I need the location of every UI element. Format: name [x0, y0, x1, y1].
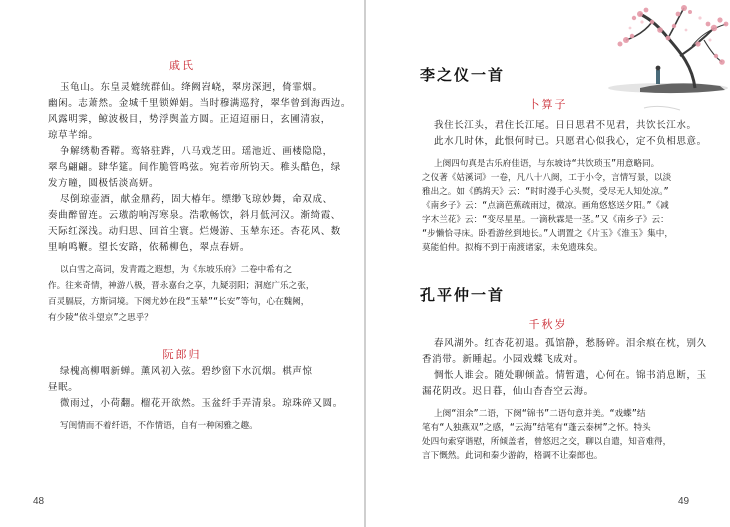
note-line: 上阕“泪余”二语，下阕“锦书”二语句意并美。“戏蝶”结	[434, 409, 646, 419]
poem-line: 幽闲。志萧然。金城千里锁婵娟。当时穆满巡狩，翠华曾到海西边。	[48, 98, 352, 109]
poem-line: 争解绣勒香鞯。鸾辂驻跸，八马戏芝田。瑶池近、画楼隐隐，	[60, 146, 333, 157]
poem-line: 惆怅人谁会。随处聊倾盖。情暂遣，心何在。锦书消息断，玉	[434, 370, 707, 381]
poem-line: 微雨过，小荷翻。榴花开欲然。玉盆纤手弄清泉。琼珠碎又圆。	[60, 398, 343, 409]
right-heading-2: 孔平仲一首	[420, 286, 506, 304]
left-section1-title: 戚氏	[169, 59, 195, 72]
note-line: 以白雪之高词，发青霞之遐想，为《东坡乐府》二卷中希有之	[60, 265, 293, 275]
note-line: 处四句索穿谐慰，所倾盖者，曾悠迟之交，聊以自遣，知音难得，	[422, 437, 672, 447]
note-line: 作。往来奇情，神游八极，晋永嘉台之享，九疑羽阳；洞庭广乐之张，	[48, 281, 315, 291]
note-line: 笔有“人独燕双”之感，“云海”结笔有“蓬云泰树”之怀。特头	[422, 423, 651, 433]
poem-line: 春风湖外。红杏花初退。孤馆静，愁肠碎。泪余痕在枕，别久	[434, 338, 707, 349]
note-line: 《南乡子》云：“点滴芭蕉疏雨过，微凉。画角悠悠送夕阳。”《减	[422, 201, 669, 211]
poem-line: 琼草芊绵。	[48, 130, 99, 141]
note-line: 莫能伯仲。拟梅不到于南渡诸家，未免遗珠矣。	[422, 243, 603, 253]
right-section1-title: 卜算子	[528, 98, 568, 111]
poem-line: 香消带。新睡起。小园戏蝶飞成对。	[422, 354, 584, 365]
right-section2-title: 千秋岁	[528, 318, 568, 331]
poem-line: 玉龟山。东皇灵媲统群仙。绛阙岧峣，翠房深迥，倚霏烟。	[60, 82, 323, 93]
note-line: 言下慨然。此词和秦少游韵，格调不让秦郎也。	[422, 451, 603, 461]
page-number-left: 48	[33, 496, 45, 507]
poem-line: 天际红深浅。动归思、回首尘寰。烂熳游、玉辇东还。杏花风、数	[48, 226, 341, 237]
left-section2-title: 阮郎归	[162, 348, 202, 361]
note-line: 写闺情而不着纤语，不作情语，自有一种闲雅之趣。	[60, 421, 258, 431]
note-line: 雅出之。如《鹧鸪天》云：“时时漫手心头熨，受尽无人知处凉。”	[422, 187, 669, 197]
poem-line: 发方瞳，圆极恬淡高妍。	[48, 178, 160, 189]
right-page	[366, 0, 730, 527]
poem-line: 尽倒琼壶酒，献金鼎药，固大椿年。缥缈飞琼妙舞，命双成、	[60, 194, 333, 205]
note-line: 有少陵“依斗望京”之思乎？	[48, 313, 153, 323]
right-heading-1: 李之仪一首	[420, 66, 506, 84]
poem-line: 我住长江头，君住长江尾。日日思君不见君，共饮长江水。	[434, 120, 697, 131]
page-number-right: 49	[678, 496, 690, 507]
poem-line: 绿槐高柳咽新蝉。薰风初入弦。碧纱窗下水沉烟。棋声惊	[60, 366, 313, 377]
note-line: 之仪著《姑溪词》一卷，凡八十八阕，工于小令，言情写景，以淡	[422, 173, 672, 183]
note-line: “步懒恰寻床。卧看游丝到地长。”人谓置之《片玉》《淮玉》集中，	[422, 229, 673, 239]
poem-line: 翠鸟翩翩。肆华筵。间作脆管鸣弦。宛若帝所钧天。稚头酷色，绿	[48, 162, 341, 173]
left-page	[0, 0, 364, 527]
poem-line: 里响鸣鞭。望长安路，依稀柳色，翠点春妍。	[48, 242, 251, 253]
note-line: 百灵膈辰，方斯词境。下阕尤妙在段“玉辇”“长安”等句，心在魏阙，	[48, 297, 310, 307]
poem-line: 奏曲醉留连。云璈韵响泻寒泉。浩歌畅饮，斜月低河汉。渐绮霞、	[48, 210, 341, 221]
note-line: 字木兰花》云：“变尽星星。一滴秋霖是一茎。”又《南乡子》云：	[422, 215, 669, 225]
poem-line: 风露明霁，鲸波极目，势浮舆盖方圆。正迢迢丽日，玄圃清寂，	[48, 114, 331, 125]
poem-line: 昼眠。	[48, 382, 79, 393]
note-line: 上阕四句真是古乐府佳语，与东坡诗“共饮琐玉”用意略同。	[434, 159, 660, 169]
poem-line: 此水几时休，此恨何时已。只愿君心似我心，定不负相思意。	[434, 136, 707, 147]
poem-line: 漏花阴改。迟日暮，仙山杳杳空云海。	[422, 386, 594, 397]
